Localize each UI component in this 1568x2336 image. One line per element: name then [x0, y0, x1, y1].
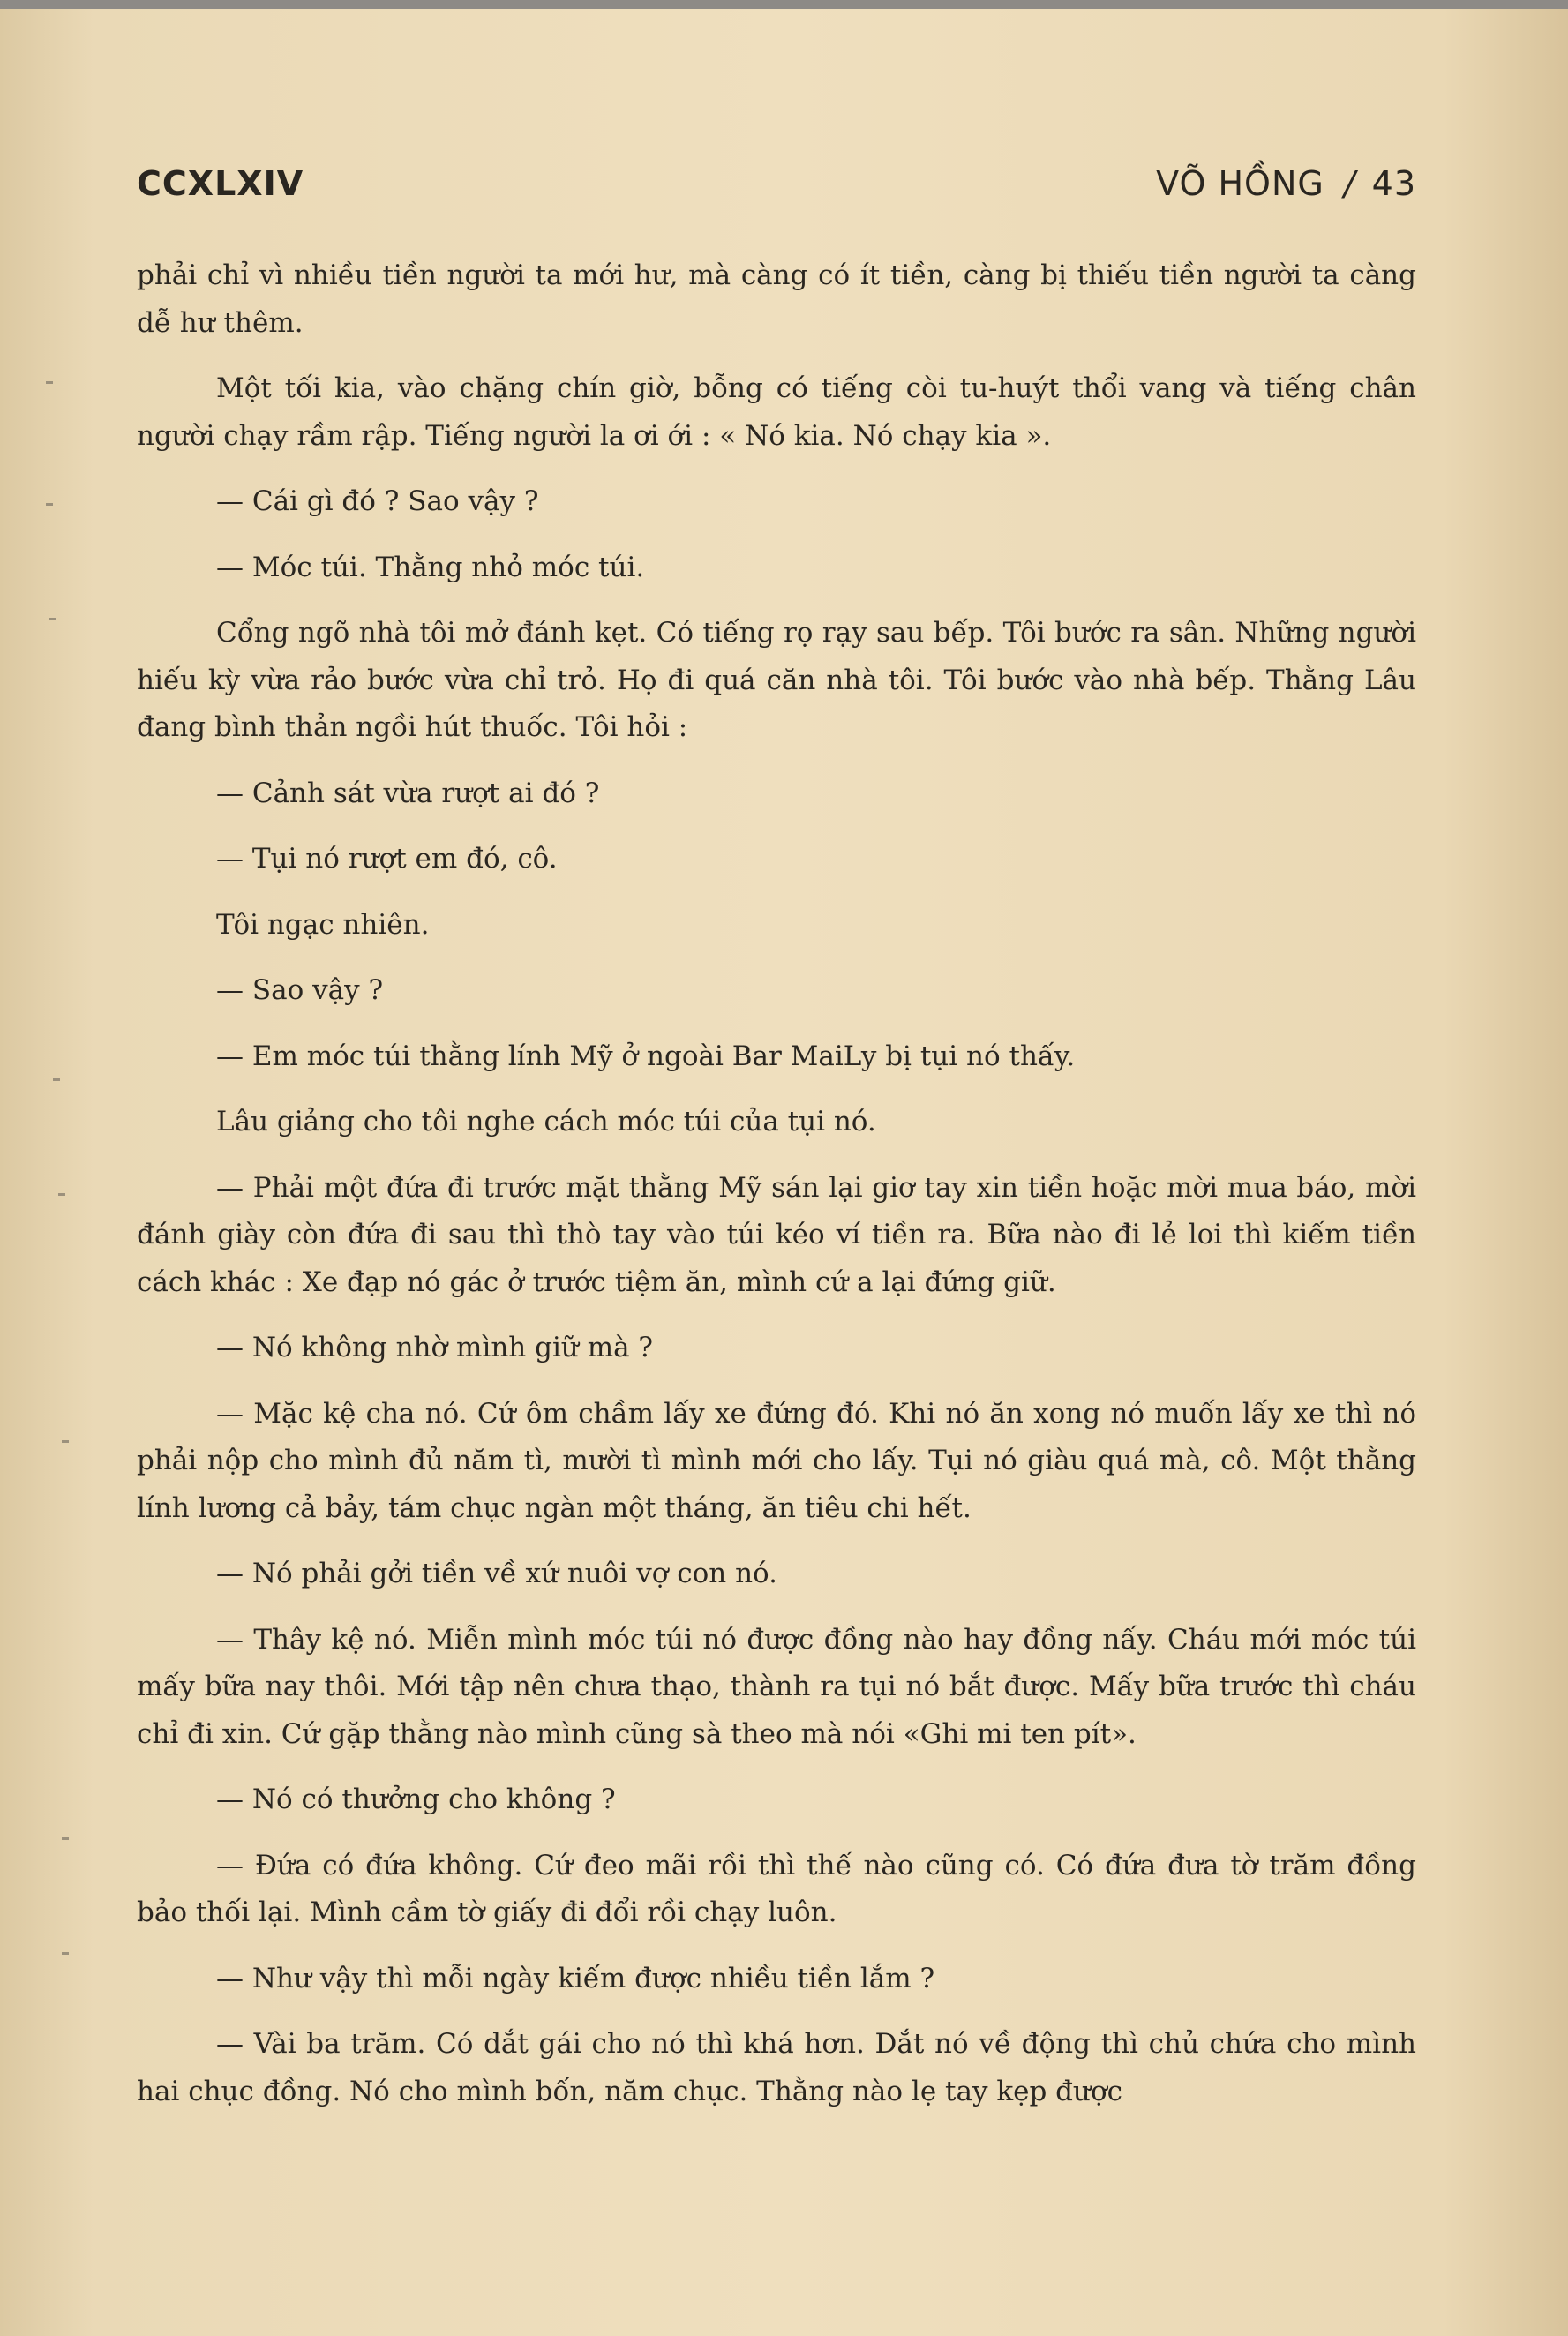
dialogue-line: — Cảnh sát vừa rượt ai đó ?: [216, 777, 600, 809]
margin-mark: [46, 503, 53, 506]
margin-mark: [49, 618, 56, 620]
header-separator: /: [1343, 164, 1356, 203]
dialogue-line: — Thây kệ nó. Miễn mình móc túi nó được đồng nào hay đồng nấy. Cháu mới móc túi mấy bữa nay thôi. Mới tập nên chưa thạo, thành ra tụi nó bắt được. Mấy bữa trước thì cháu chỉ đi xin. Cứ gặp thằng nào mình cũng sà theo mà nói «Ghi mi ten pít».: [137, 1623, 1416, 1750]
paragraph: Một tối kia, vào chặng chín giờ, bỗng có tiếng còi tu-huýt thổi vang và tiếng chân người chạy rầm rập. Tiếng người la ơi ới : « Nó kia. Nó chạy kia ».: [137, 372, 1416, 452]
margin-mark: [58, 1193, 65, 1196]
page-header: [137, 164, 1416, 217]
paragraph: Cổng ngõ nhà tôi mở đánh kẹt. Có tiếng rọ rạy sau bếp. Tôi bước ra sân. Những người hiếu kỳ vừa rảo bước vừa chỉ trỏ. Họ đi quá căn nhà tôi. Tôi bước vào nhà bếp. Thằng Lâu đang bình thản ngồi hút thuốc. Tôi hỏi :: [137, 617, 1416, 743]
dialogue-line: — Cái gì đó ? Sao vậy ?: [216, 485, 539, 517]
dialogue-line: — Phải một đứa đi trước mặt thằng Mỹ sán lại giơ tay xin tiền hoặc mời mua báo, mời đánh giày còn đứa đi sau thì thò tay vào túi kéo ví tiền ra. Bữa nào đi lẻ loi thì kiếm tiền cách khác : Xe đạp nó gác ở trước tiệm ăn, mình cứ a lại đứng giữ.: [137, 1171, 1416, 1298]
margin-mark: [62, 1837, 69, 1840]
page-top-edge: [0, 0, 1568, 9]
margin-mark: [53, 1078, 60, 1081]
dialogue-line: — Sao vậy ?: [216, 974, 384, 1006]
page-number: 43: [1371, 164, 1416, 203]
dialogue-line: — Vài ba trăm. Có dắt gái cho nó thì khá hơn. Dắt nó về động thì chủ chứa cho mình hai chục đồng. Nó cho mình bốn, năm chục. Thằng nào lẹ tay kẹp được: [137, 2028, 1416, 2107]
dialogue-line: — Nó có thưởng cho không ?: [216, 1784, 616, 1815]
dialogue-line: — Như vậy thì mỗi ngày kiếm được nhiều tiền lắm ?: [216, 1962, 935, 1994]
author-name: VÕ HỒNG: [1156, 164, 1324, 203]
margin-mark: [46, 381, 53, 384]
page-body: [137, 252, 1416, 2132]
author-and-page: [1156, 164, 1416, 203]
dialogue-line: — Nó phải gởi tiền về xứ nuôi vợ con nó.: [216, 1558, 778, 1589]
dialogue-line: — Móc túi. Thằng nhỏ móc túi.: [216, 551, 645, 583]
dialogue-line: — Đứa có đứa không. Cứ đeo mãi rồi thì thế nào cũng có. Có đứa đưa tờ trăm đồng bảo thối lại. Mình cầm tờ giấy đi đổi rồi chạy luôn.: [137, 1849, 1416, 1928]
dialogue-line: — Tụi nó rượt em đó, cô.: [216, 843, 558, 875]
chapter-number: CCXLXIV: [137, 164, 304, 203]
paragraph: phải chỉ vì nhiều tiền người ta mới hư, mà càng có ít tiền, càng bị thiếu tiền người ta càng dễ hư thêm.: [137, 259, 1416, 339]
paragraph: Tôi ngạc nhiên.: [216, 908, 430, 941]
margin-mark: [62, 1440, 69, 1443]
dialogue-line: — Em móc túi thằng lính Mỹ ở ngoài Bar MaiLy bị tụi nó thấy.: [216, 1040, 1076, 1072]
dialogue-line: — Nó không nhờ mình giữ mà ?: [216, 1332, 654, 1363]
margin-mark: [62, 1952, 69, 1955]
paragraph: Lâu giảng cho tôi nghe cách móc túi của tụi nó.: [216, 1106, 876, 1138]
dialogue-line: — Mặc kệ cha nó. Cứ ôm chầm lấy xe đứng đó. Khi nó ăn xong nó muốn lấy xe thì nó phải nộp cho mình đủ năm tì, mười tì mình mới cho lấy. Tụi nó giàu quá mà, cô. Một thằng lính lương cả bảy, tám chục ngàn một tháng, ăn tiêu chi hết.: [137, 1397, 1416, 1524]
